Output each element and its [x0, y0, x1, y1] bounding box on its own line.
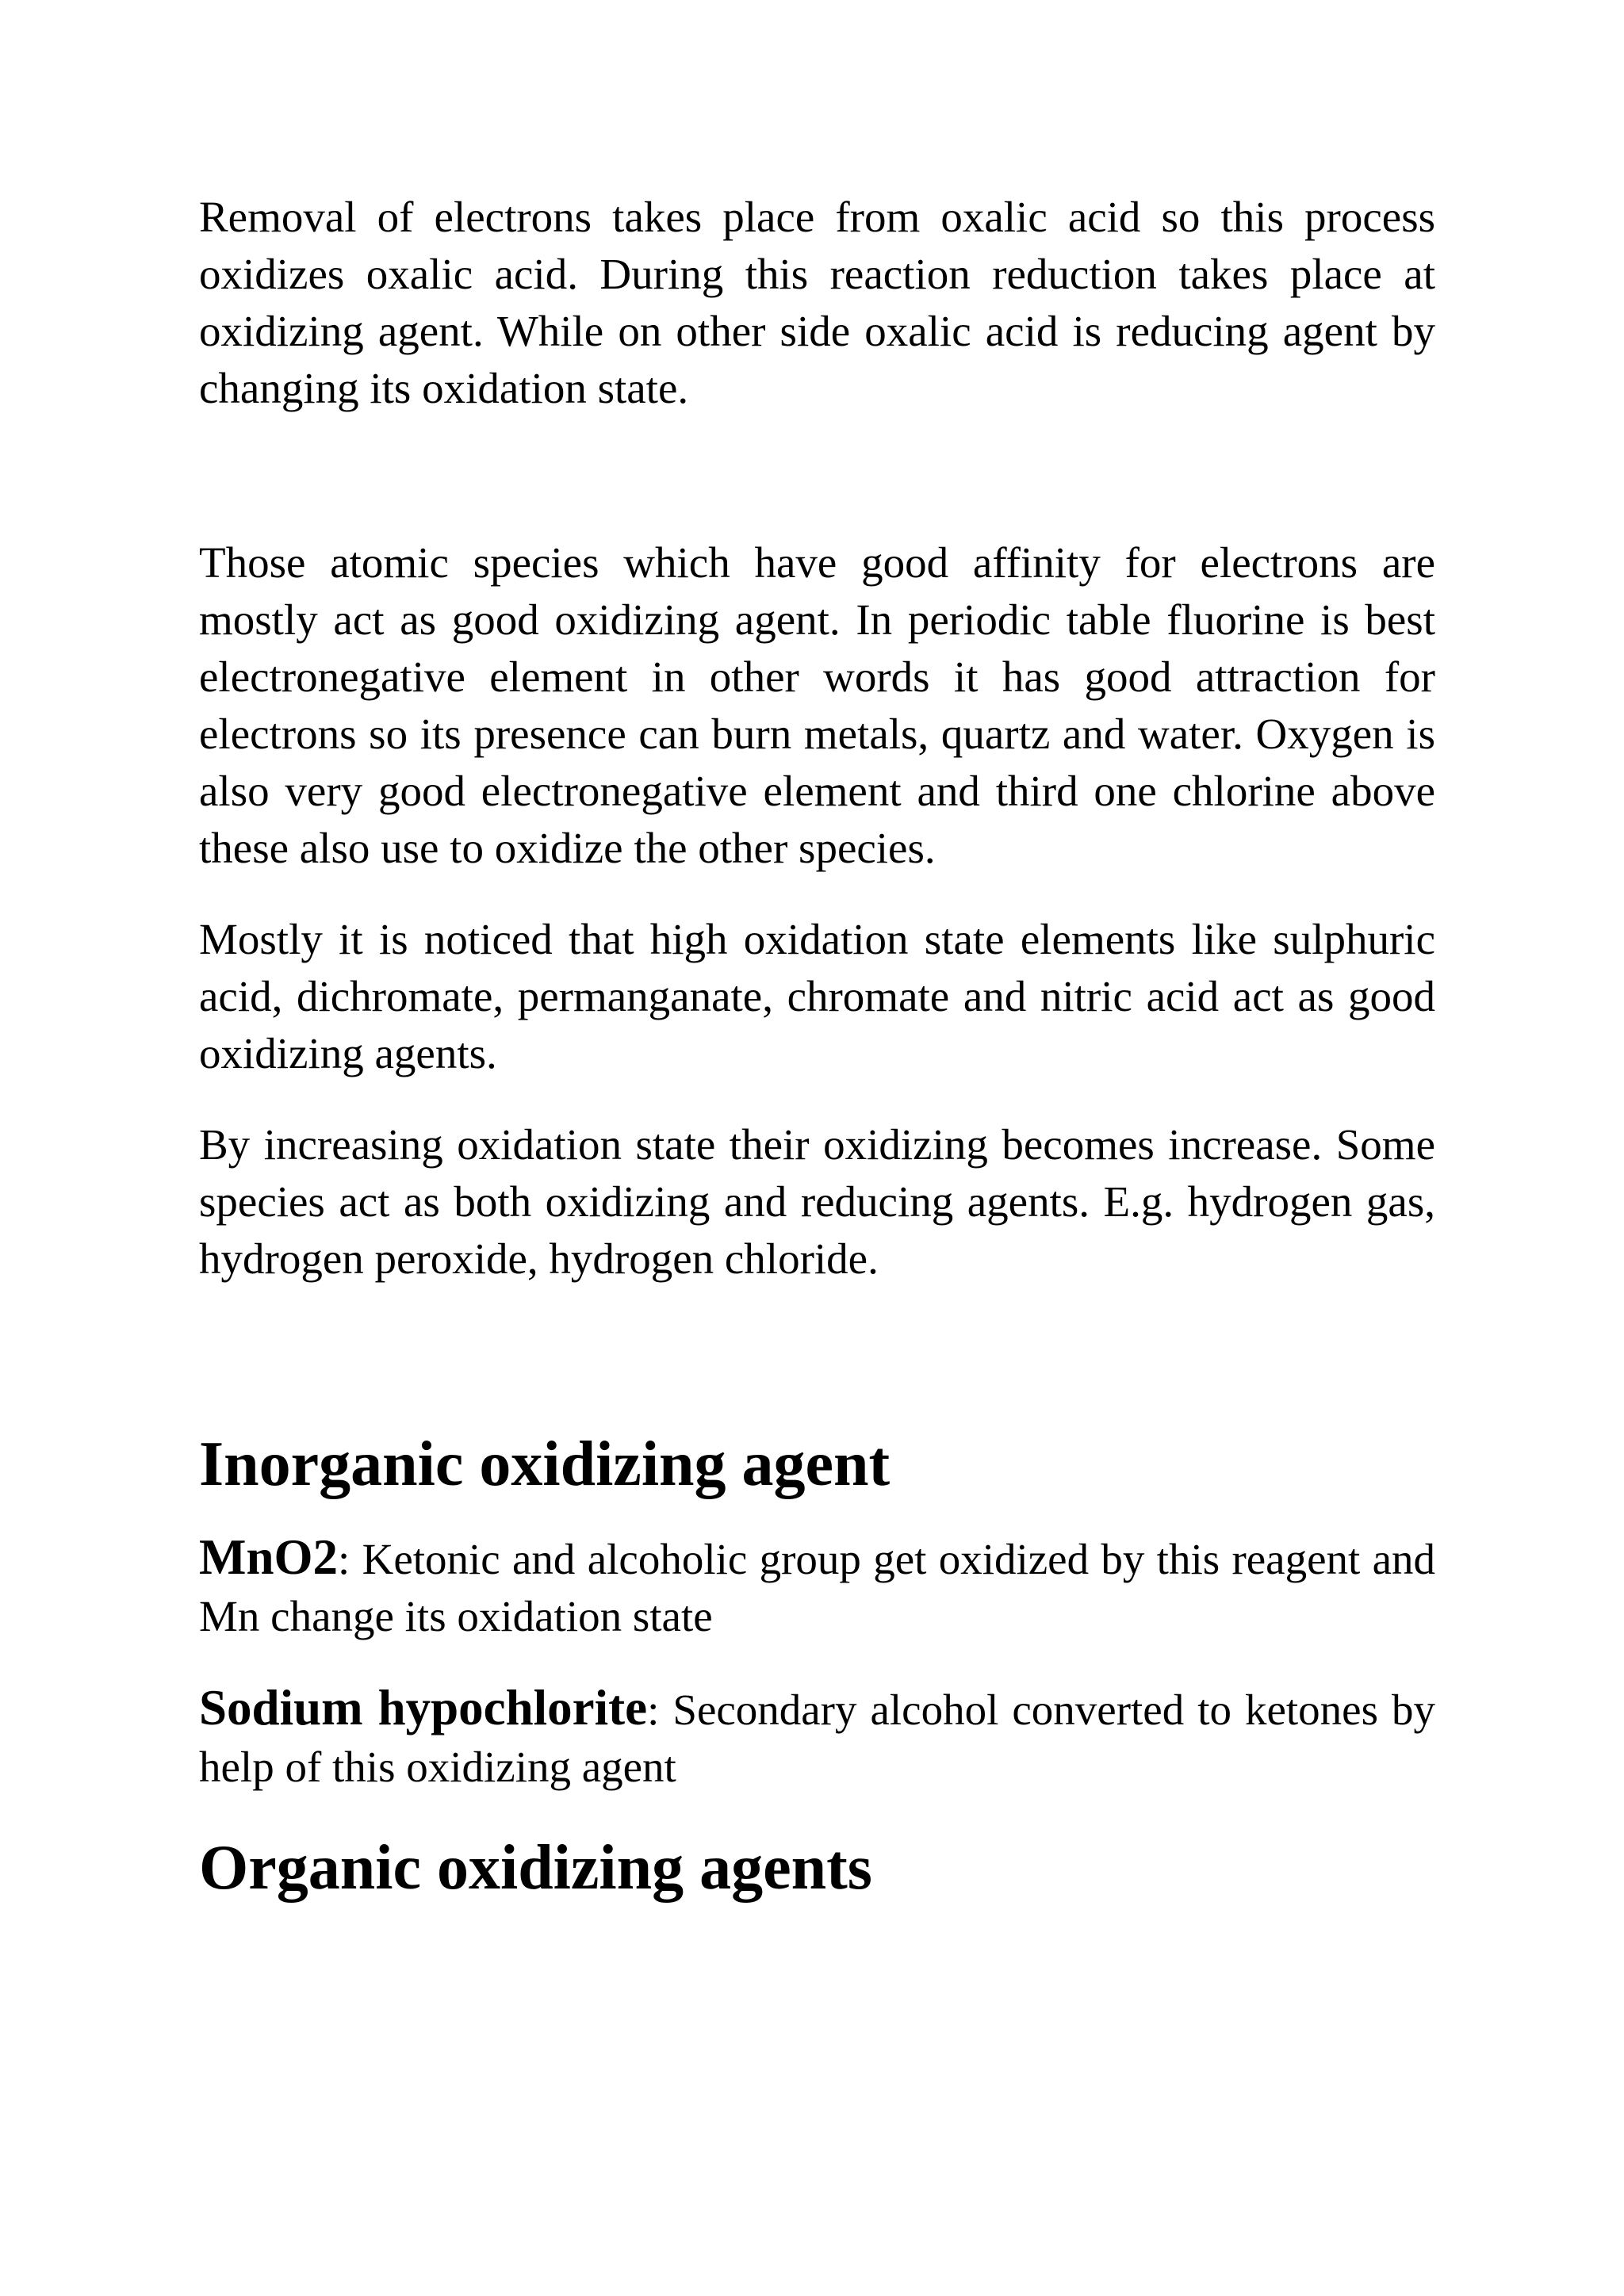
paragraph-electron-affinity: Those atomic species which have good affinity for electrons are mostly act as good oxidizing agent. In periodic table fluorine is best electronegative element in other words it has good attraction for electrons so its presence can burn metals, quartz and water. Oxygen is also very good electronegative element and third one chlorine above these also use to oxidize the other species. — [199, 538, 1435, 872]
definition-mno2 — [199, 1529, 1435, 1645]
spacer — [199, 1288, 1435, 1429]
paragraph-oxalic-acid: Removal of electrons takes place from oxalic acid so this process oxidizes oxalic acid. During this reaction reduction takes place at oxidizing agent. While on other side oxalic acid is reducing agent by changing its oxidation state. — [199, 193, 1435, 412]
definition-sodium-hypochlorite — [199, 1679, 1435, 1796]
definition-text: Secondary alcohol converted to ketones by help of this oxidizing agent — [199, 1686, 1435, 1791]
spacer — [199, 1500, 1435, 1529]
term-separator: : — [647, 1686, 660, 1734]
spacer — [199, 877, 1435, 911]
paragraph-increasing-oxidation: By increasing oxidation state their oxidizing becomes increase. Some species act as both oxidizing and reducing agents. E.g. hydrogen gas, hydrogen peroxide, hydrogen chloride. — [199, 1120, 1435, 1283]
term-mno2: MnO2 — [199, 1529, 339, 1585]
spacer — [199, 1796, 1435, 1832]
spacer — [199, 417, 1435, 534]
document-body — [199, 189, 1435, 1904]
spacer — [199, 1082, 1435, 1116]
heading-inorganic-oxidizing-agent: Inorganic oxidizing agent — [199, 1429, 891, 1499]
definition-text: Ketonic and alcoholic group get oxidized by this reagent and Mn change its oxidation state — [199, 1535, 1435, 1640]
term-sodium-hypochlorite: Sodium hypochlorite — [199, 1680, 648, 1735]
paragraph-high-oxidation-state: Mostly it is noticed that high oxidation state elements like sulphuric acid, dichromate, permanganate, chromate and nitric acid act as good oxidizing agents. — [199, 915, 1435, 1077]
heading-organic-oxidizing-agents: Organic oxidizing agents — [199, 1833, 872, 1903]
spacer — [199, 1645, 1435, 1679]
term-separator: : — [338, 1535, 350, 1583]
